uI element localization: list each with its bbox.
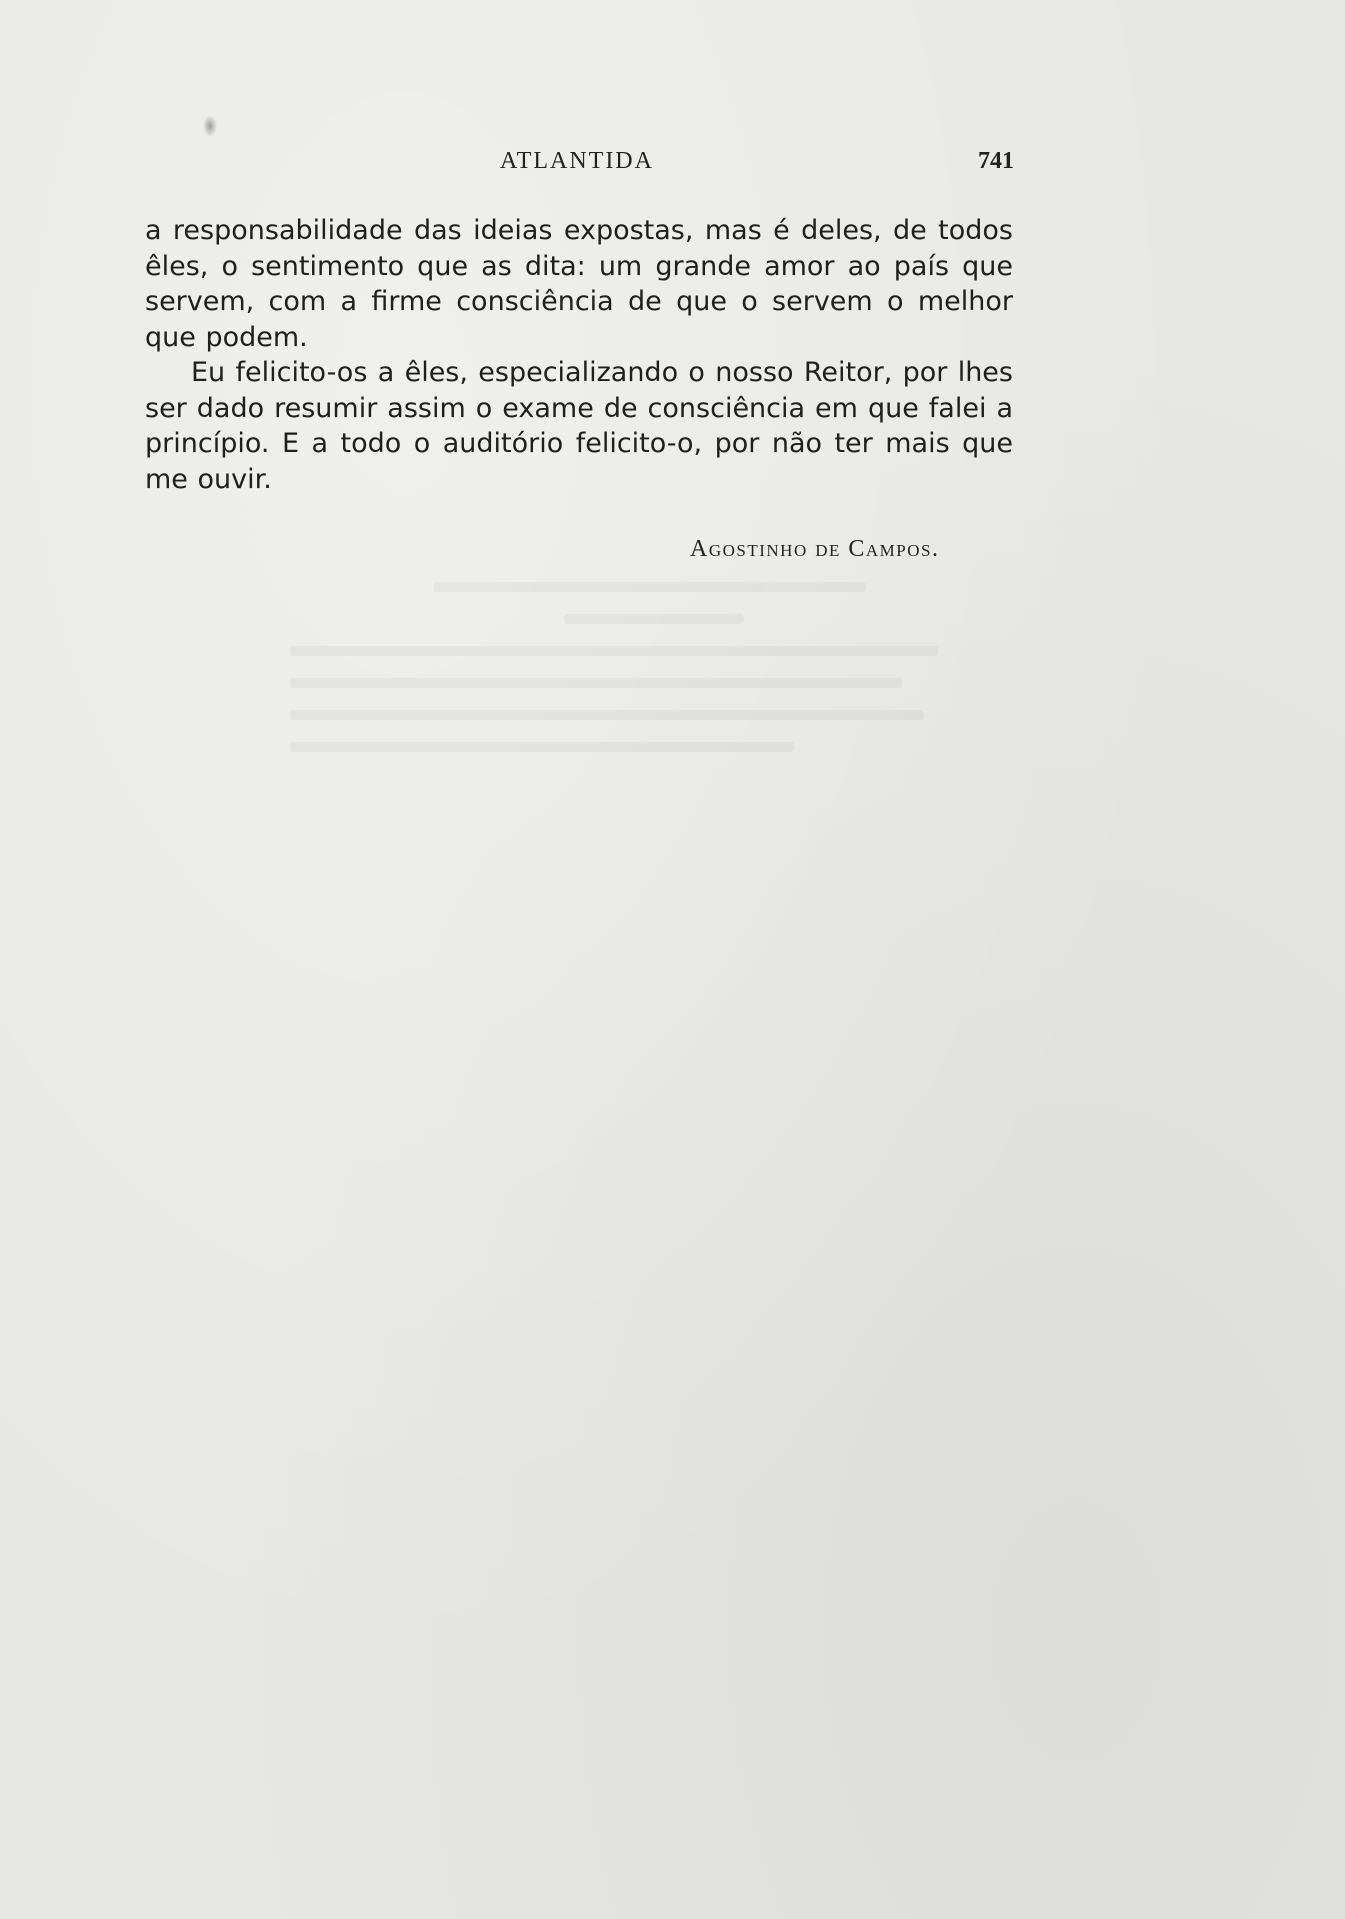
ghost-line bbox=[434, 582, 866, 592]
ghost-line bbox=[290, 646, 938, 656]
page-number: 741 bbox=[978, 148, 1014, 174]
ghost-line bbox=[564, 614, 744, 624]
paragraph-2: Eu felicito-os a êles, especializando o nosso Reitor, por lhes ser dado resumir assim o exame de consciência em que falei a princípio. E a todo o auditório felicito-o, por não ter mais que me ouvir. bbox=[145, 357, 1013, 495]
ghost-line bbox=[290, 678, 902, 688]
show-through-texture bbox=[290, 560, 1010, 1680]
header-title: ATLANTIDA bbox=[500, 148, 654, 174]
signature: Agostinho de Campos. bbox=[690, 536, 940, 562]
running-head bbox=[0, 148, 1345, 184]
ghost-line bbox=[290, 710, 924, 720]
body-text bbox=[145, 213, 1013, 497]
print-speck bbox=[203, 115, 217, 137]
paragraph-1: a responsabilidade das ideias expostas, mas é deles, de todos êles, o sentimento que as dita: um grande amor ao país que servem, com a firme consciência de que o servem o melhor que podem. bbox=[145, 215, 1013, 353]
ghost-line bbox=[290, 742, 794, 752]
